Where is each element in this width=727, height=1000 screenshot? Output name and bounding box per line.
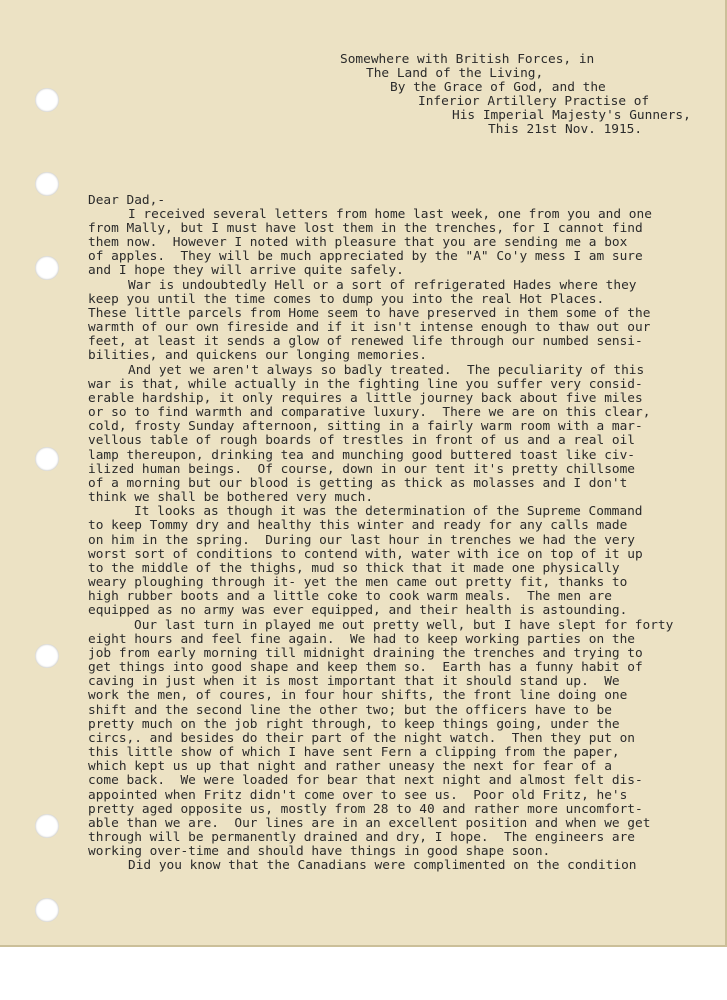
body-line: which kept us up that night and rather uneasy the next for fear of a [88,759,612,774]
body-line: It looks as though it was the determination of the Supreme Command [134,504,643,519]
body-line: of a morning but our blood is getting as thick as molasses and I don't [88,476,628,491]
body-line: And yet we aren't always so badly treated. The peculiarity of this [128,363,645,378]
body-line: come back. We were loaded for bear that next night and almost felt dis- [88,773,643,788]
heading-line: The Land of the Living, [366,66,544,81]
body-line: eight hours and feel fine again. We had to keep working parties on the [88,632,636,647]
salutation: Dear Dad,- [88,193,166,208]
body-line: equipped as no army was ever equipped, and their health is astounding. [88,603,628,618]
body-line: caving in just when it is most important that it should stand up. We [88,674,620,689]
body-line: job from early morning till midnight draining the trenches and trying to [88,646,643,661]
body-line: worst sort of conditions to contend with, water with ice on top of it up [88,547,643,562]
body-line: pretty much on the job right through, to keep things going, under the [88,717,620,732]
body-line: high rubber boots and a little coke to cook warm meals. The men are [88,589,612,604]
body-line: warmth of our own fireside and if it isn't intense enough to thaw out our [88,320,651,335]
body-line: and I hope they will arrive quite safely. [88,263,404,278]
heading-line: His Imperial Majesty's Gunners, [452,108,691,123]
heading-line: Somewhere with British Forces, in [340,52,595,67]
body-line: to keep Tommy dry and healthy this winter and ready for any calls made [88,518,628,533]
body-line: to the middle of the thighs, mud so thick that it made one physically [88,561,620,576]
body-line: weary ploughing through it- yet the men came out pretty fit, thanks to [88,575,628,590]
body-line: cold, frosty Sunday afternoon, sitting in a fairly warm room with a mar- [88,419,643,434]
heading-line: This 21st Nov. 1915. [488,122,643,137]
body-line: ilized human beings. Of course, down in our tent it's pretty chillsome [88,462,636,477]
body-line: pretty aged opposite us, mostly from 28 to 40 and rather more uncomfort- [88,802,643,817]
body-line: war is that, while actually in the fighting line you suffer very consid- [88,377,643,392]
body-line: think we shall be bothered very much. [88,490,374,505]
body-line: work the men, of coures, in four hour shifts, the front line doing one [88,688,628,703]
body-line: circs,. and besides do their part of the night watch. Then they put on [88,731,636,746]
body-line: appointed when Fritz didn't come over to see us. Poor old Fritz, he's [88,788,628,803]
body-line: bilities, and quickens our longing memories. [88,348,427,363]
body-line: Did you know that the Canadians were complimented on the condition [128,858,637,873]
body-line: vellous table of rough boards of trestles in front of us and a real oil [88,433,636,448]
body-line: them now. However I noted with pleasure that you are sending me a box [88,235,628,250]
heading-line: By the Grace of God, and the [390,80,606,95]
heading-line: Inferior Artillery Practise of [418,94,650,109]
body-line: or so to find warmth and comparative luxury. There we are on this clear, [88,405,651,420]
body-line: Our last turn in played me out pretty well, but I have slept for forty [134,618,674,633]
body-line: War is undoubtedly Hell or a sort of refrigerated Hades where they [128,278,637,293]
body-line: able than we are. Our lines are in an excellent position and when we get [88,816,651,831]
body-line: erable hardship, it only requires a little journey back about five miles [88,391,643,406]
body-line: These little parcels from Home seem to have preserved in them some of the [88,306,651,321]
body-line: lamp thereupon, drinking tea and munching good buttered toast like civ- [88,448,636,463]
body-line: through will be permanently drained and dry, I hope. The engineers are [88,830,636,845]
body-line: shift and the second line the other two; but the officers have to be [88,703,612,718]
body-line: get things into good shape and keep them so. Earth has a funny habit of [88,660,643,675]
body-line: feet, at least it sends a glow of renewed life through our numbed sensi- [88,334,643,349]
body-line: I received several letters from home last week, one from you and one [128,207,652,222]
body-line: keep you until the time comes to dump you into the real Hot Places. [88,292,605,307]
body-line: working over-time and should have things in good shape soon. [88,844,551,859]
body-line: on him in the spring. During our last hour in trenches we had the very [88,533,636,548]
body-line: of apples. They will be much appreciated by the "A" Co'y mess I am sure [88,249,643,264]
body-line: this little show of which I have sent Fern a clipping from the paper, [88,745,620,760]
body-line: from Mally, but I must have lost them in the trenches, for I cannot find [88,221,643,236]
